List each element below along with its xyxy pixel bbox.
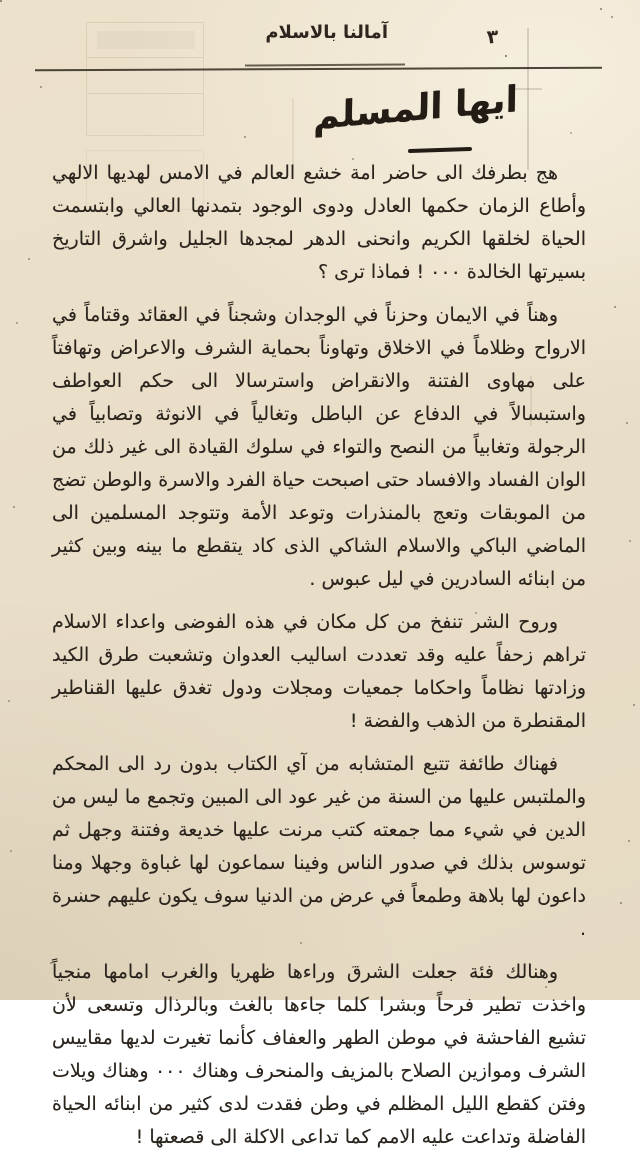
body-paragraph: وروح الشر تنفخ من كل مكان في هذه الفوضى واعداء الاسلام تراهم زحفاً عليه وقد تعددت اساليب العدوان وتشعبت طرق الكيد وزادتها نظاماً واحكاما جمعيات ومجلات ودول تغدق عليها القناطير المقنطرة من الذهب والفضة ! [52, 611, 586, 732]
calligraphic-heading: ايها المسلم [312, 78, 518, 139]
body-paragraph: فهناك طائفة تتبع المتشابه من آي الكتاب بدون رد الى المحكم والملتبس عليها من السنة من غير عود الى المبين وتجمع ما ليس من الدين في شيء مما جمعته كتب مرنت عليها خديعة وفتنة وجهل ثم توسوس بذلك في صدور الناس وفينا سماعون لها غباوة وجهلا ومنا داعون لها بلاهة وطمعاً في عرض من الدنيا سوف يكون عليهم حسرة . [52, 753, 586, 940]
bleedthrough-tick [514, 88, 542, 90]
body-text-block [52, 157, 586, 1164]
body-paragraph: وهنالك فئة جعلت الشرق وراءها ظهريا والغرب امامها منجياً واخذت تطير فرحاً وبشرا كلما جاءها بالغث وبالرذال وتسعى لأن تشيع الفاحشة في موطن الطهر والعفاف كأنما تغيرت لديها مقاييس الشرف وموازين الصلاح بالمزيف والمنحرف وهناك ٠٠٠ وهناك ويلات وفتن كقطع الليل المظلم في وطن فقدت لدى كثير من ابنائه الحياة الفاضلة وتداعت عليه الامم كما تداعى الاكلة الى قصعتها ! [52, 961, 586, 1148]
header-divider-rule-overlap [245, 63, 405, 66]
page-number: ٣ [485, 25, 500, 49]
body-paragraph: وهناً في الايمان وحزناً في الوجدان وشجناً في العقائد وقتاماً في الارواح وظلاماً في الاخلاق وتهاوناً بحماية الشرف والاعراض وتهافتاً على مهاوى الفتنة والانقراض واسترسالا الى حكم العواطف واستبسالاً في الدفاع عن الباطل وتغالياً في الانوثة وتصابياً في الرجولة وتغابياً من النصح والتواء في سلوك القيادة الى غير ذلك من الوان الفساد والافساد حتى اصبحت حياة الفرد والاسرة والوطن تضج من الموبقات وتعج بالمنذرات وتوعد الأمة وتتوجد المسلمين الى الماضي الباكي والاسلام الشاكي الذى كاد يتقطع ما بينه وبين كثير من ابنائه السادرين في ليل عبوس . [52, 304, 586, 590]
body-paragraph: هج بطرفك الى حاضر امة خشع العالم في الامس لهديها الالهي وأطاع الزمان حكمها العادل ودوى الوجود بتمدنها العالي وابتسمت الحياة لخلقها الكريم وانحنى الدهر لمجدها الجليل واشرق التاريخ بسيرتها الخالدة ٠٠٠ ! فماذا ترى ؟ [52, 162, 586, 283]
header-divider-rule [35, 67, 602, 75]
calligraphic-heading-underline [408, 147, 472, 153]
scan-noise-specks [0, 0, 2, 2]
running-header [0, 16, 640, 58]
running-title: آمالنا بالاسلام [265, 22, 388, 43]
